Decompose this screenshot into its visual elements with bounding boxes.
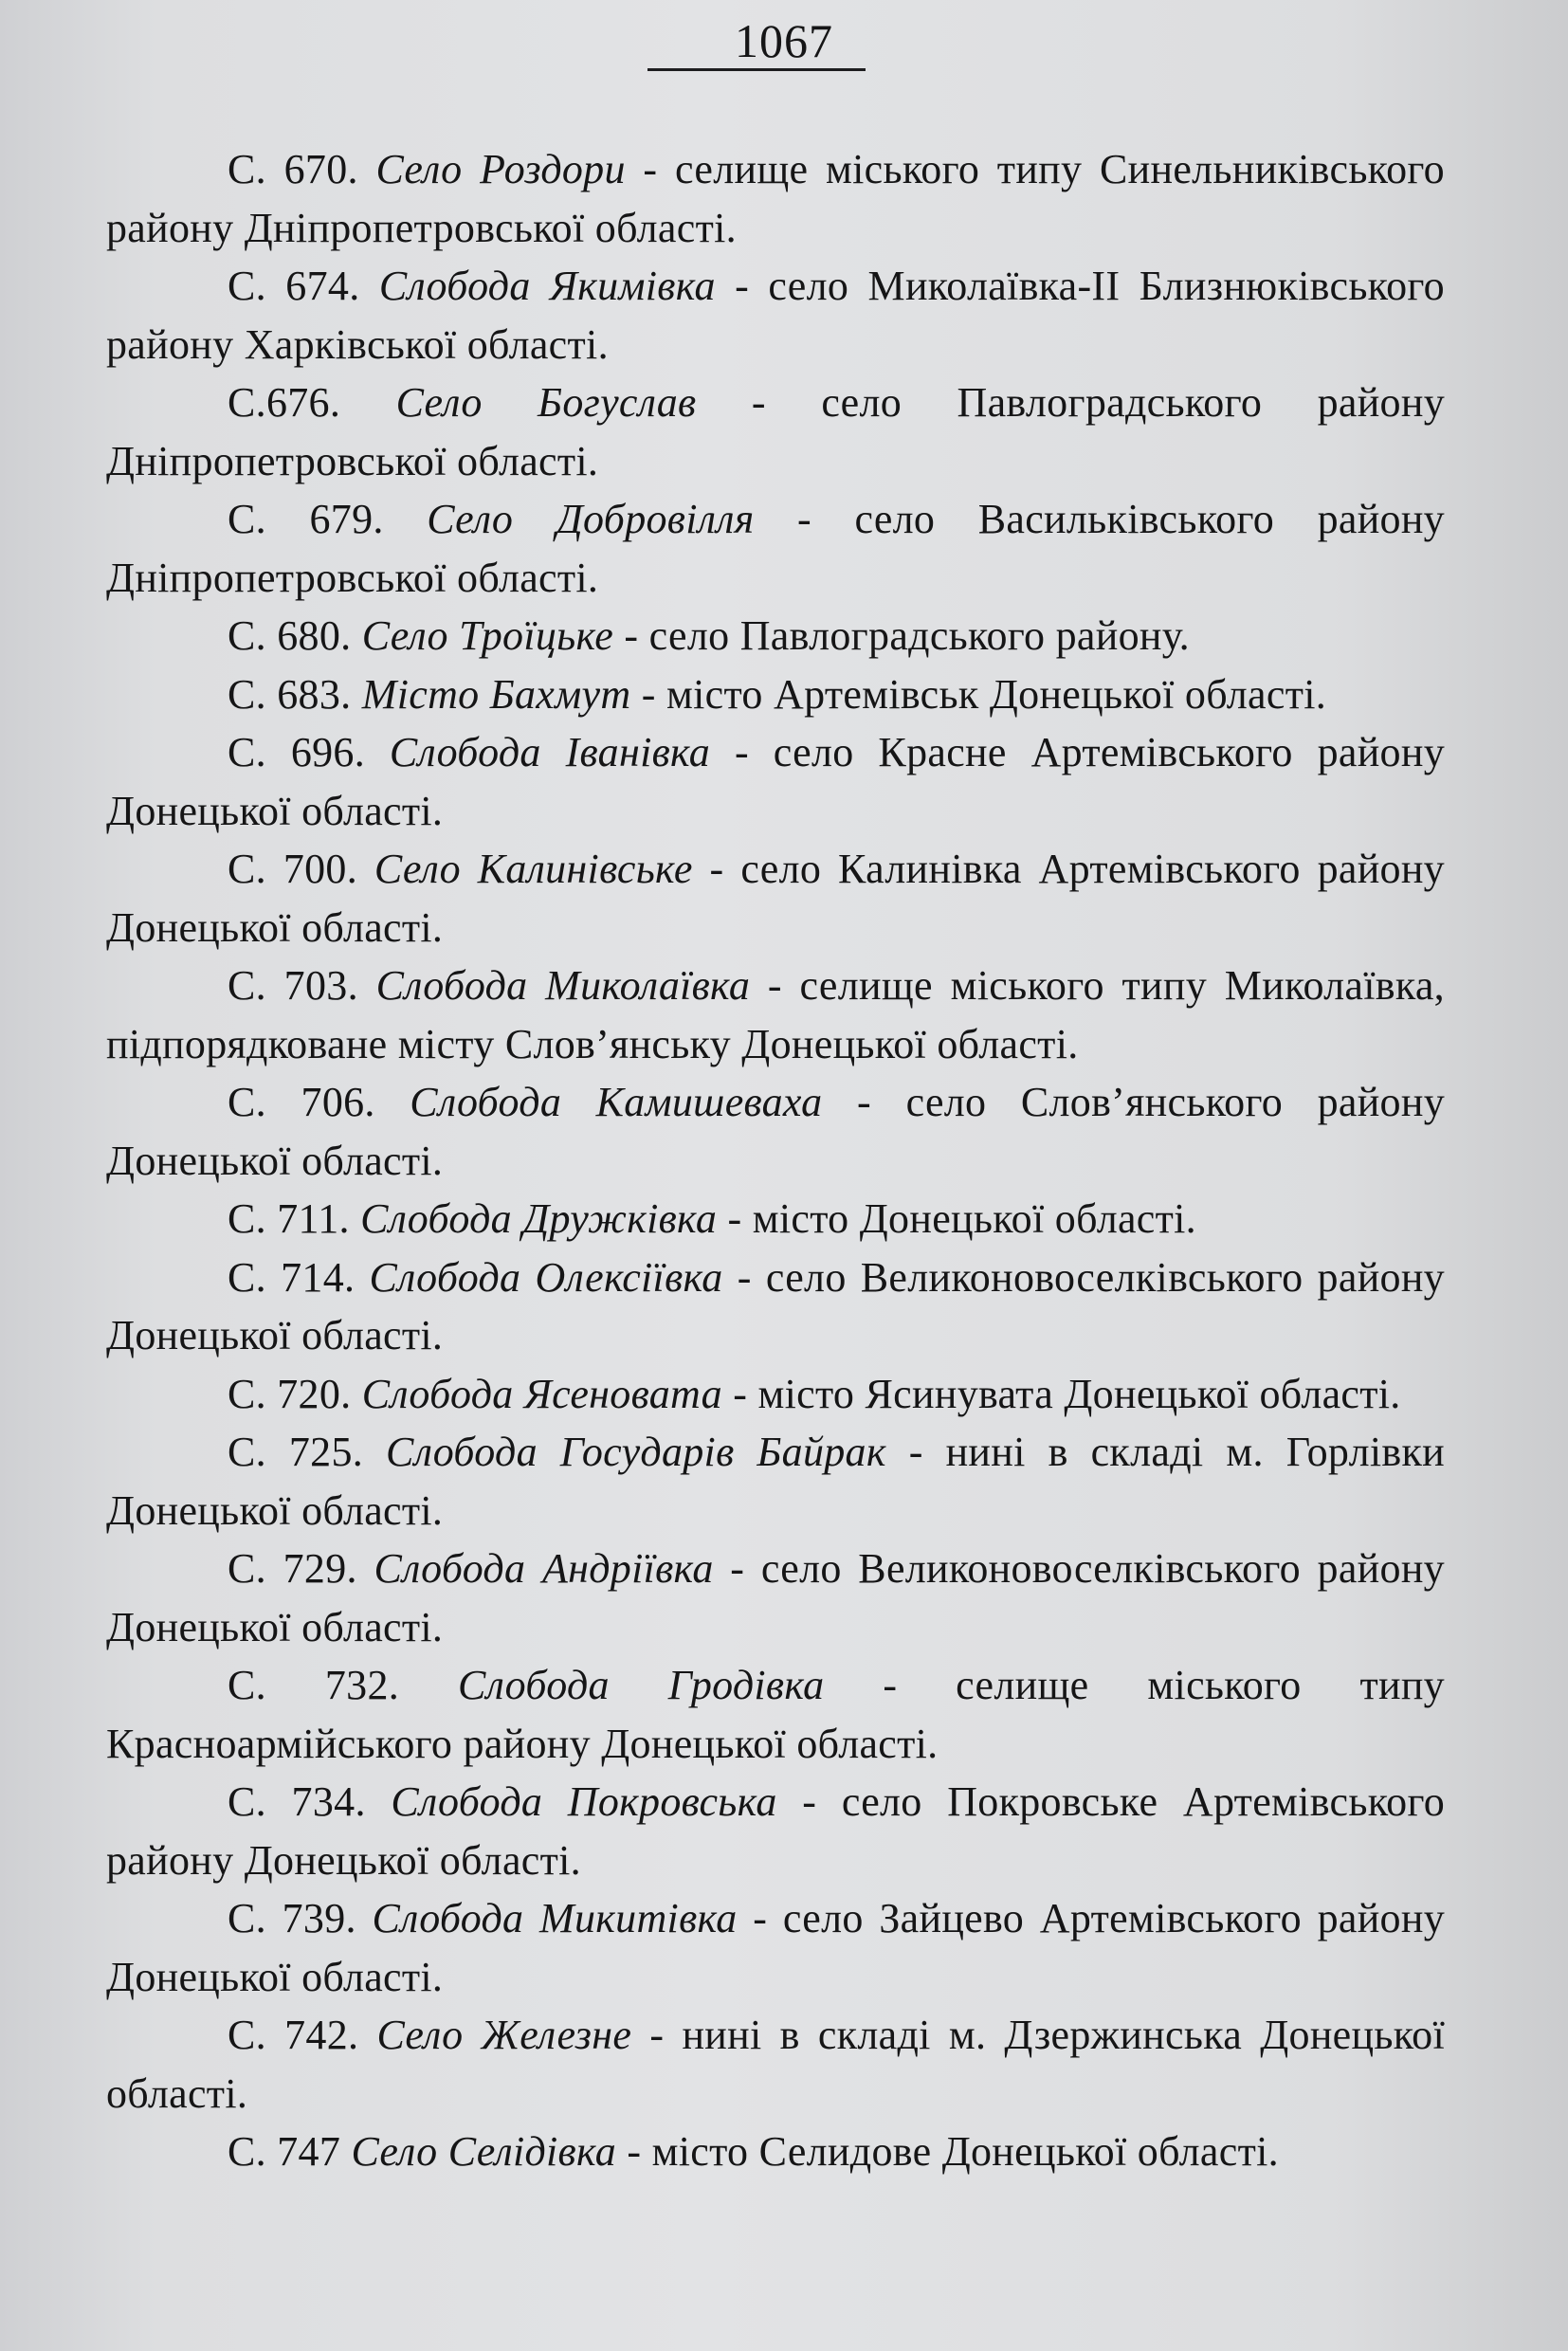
- entry-description: - місто Ясинувата Донецької області.: [721, 1370, 1401, 1417]
- entry: [106, 665, 1445, 724]
- entry-description: - село Красне Артемівського району Донецької області.: [106, 729, 1445, 834]
- entry-ref: С. 703.: [228, 962, 358, 1009]
- entry-place: Село Калинівське: [374, 846, 693, 892]
- entry: [106, 607, 1445, 665]
- entry-description: - місто Селидове Донецької області.: [616, 2128, 1279, 2175]
- entry: [106, 1656, 1445, 1773]
- entry-place: Село Селідівка: [351, 2128, 617, 2175]
- entry-place: Село Троїцьке: [361, 612, 614, 659]
- entry-ref: С. 725.: [228, 1429, 364, 1475]
- entry-ref: С. 720.: [228, 1370, 352, 1417]
- entry-place: Слобода Государів Байрак: [386, 1429, 886, 1475]
- entry: [106, 957, 1445, 1073]
- entry-description: - селище міського типу Миколаївка, підпорядковане місту Слов’янську Донецької області.: [106, 962, 1445, 1067]
- entry-ref: С. 680.: [228, 612, 352, 659]
- entry-ref: С. 700.: [228, 846, 358, 892]
- entry-description: - село Великоновоселківського району Донецької області.: [106, 1545, 1445, 1650]
- entry-place: Слобода Іванівка: [389, 729, 711, 775]
- entry: [106, 1423, 1445, 1540]
- entry-ref: С. 714.: [228, 1253, 356, 1301]
- entry-ref: С. 670.: [228, 146, 358, 192]
- entry-list: [106, 140, 1445, 2181]
- entry-ref: С. 696.: [228, 729, 366, 775]
- entry-description: - село Калинівка Артемівського району Донецької області.: [106, 846, 1445, 951]
- entry-place: Слобода Олексіївка: [369, 1253, 723, 1301]
- entry: [106, 490, 1445, 607]
- entry: [106, 140, 1445, 257]
- page-number: 1067: [735, 14, 833, 67]
- entry: [106, 257, 1445, 374]
- entry: [106, 1073, 1445, 1190]
- entry-place: Слобода Камишеваха: [410, 1079, 823, 1125]
- entry-description: - нині в складі м. Дзержинська Донецької області.: [106, 2012, 1445, 2117]
- entry: [106, 1190, 1445, 1248]
- entry-ref: С. 734.: [228, 1778, 366, 1825]
- entry-description: - селище міського типу Красноармійського району Донецької області.: [106, 1662, 1445, 1767]
- entry: [106, 2123, 1445, 2181]
- entry-description: - місто Донецької області.: [717, 1195, 1196, 1242]
- entry-description: - село Зайцево Артемівського району Донецької області.: [106, 1895, 1446, 2000]
- entry-place: Слобода Миколаївка: [375, 962, 751, 1009]
- entry-description: - село Васильківського району Дніпропетровської області.: [106, 496, 1445, 601]
- entry-ref: С. 729.: [228, 1545, 357, 1592]
- entry: [106, 1365, 1445, 1424]
- entry-place: Слобода Якимівка: [378, 263, 716, 309]
- entry-place: Слобода Дружківка: [360, 1195, 718, 1242]
- entry-place: Село Железне: [376, 2012, 632, 2058]
- entry-place: Село Добровілля: [427, 496, 755, 542]
- entry-place: Слобода Покровська: [391, 1778, 777, 1825]
- entry-place: Село Роздори: [375, 146, 626, 192]
- entry-ref: С. 706.: [228, 1079, 375, 1125]
- entry-place: Слобода Андріївка: [374, 1545, 714, 1592]
- entry: [106, 1248, 1445, 1365]
- entry-ref: С. 711.: [228, 1195, 350, 1242]
- entry-place: Місто Бахмут: [361, 670, 631, 718]
- entry-description: - село Слов’янського району Донецької області.: [106, 1079, 1445, 1184]
- entry: [106, 1889, 1445, 2006]
- entry-place: Слобода Ясеновата: [361, 1370, 722, 1417]
- entry-ref: С. 742.: [228, 2012, 359, 2058]
- entry: [106, 1773, 1445, 1889]
- page-number-rule: [647, 68, 866, 71]
- entry: [106, 723, 1445, 840]
- entry: [106, 1540, 1445, 1656]
- entry-description: - село Павлоградського району.: [613, 612, 1190, 659]
- entry-ref: С. 739.: [228, 1895, 356, 1941]
- entry: [106, 374, 1445, 490]
- entry-description: - село Миколаївка-ІІ Близнюківського району Харківської області.: [106, 263, 1445, 368]
- entry-place: Село Богуслав: [395, 379, 697, 426]
- entry-description: - село Великоновоселківського району Донецької області.: [106, 1253, 1445, 1358]
- entry-place: Слобода Микитівка: [372, 1895, 738, 1941]
- entry-description: - місто Артемівськ Донецької області.: [630, 670, 1327, 718]
- entry-place: Слобода Гродівка: [457, 1662, 825, 1708]
- entry-description: - село Покровське Артемівського району Донецької області.: [106, 1778, 1445, 1884]
- entry-ref: С. 732.: [228, 1662, 400, 1708]
- entry-ref: С. 683.: [228, 670, 352, 718]
- entry-description: - нині в складі м. Горлівки Донецької області.: [106, 1429, 1445, 1534]
- entry-ref: С. 679.: [228, 496, 384, 542]
- entry-ref: С. 747: [228, 2128, 341, 2175]
- entry-description: - село Павлоградського району Дніпропетровської області.: [106, 379, 1445, 484]
- entry: [106, 2006, 1445, 2123]
- entry-ref: С. 674.: [228, 263, 360, 309]
- entry-description: - селище міського типу Синельниківського району Дніпропетровської області.: [106, 146, 1445, 251]
- entry: [106, 840, 1445, 957]
- entry-ref: С.676.: [228, 379, 341, 426]
